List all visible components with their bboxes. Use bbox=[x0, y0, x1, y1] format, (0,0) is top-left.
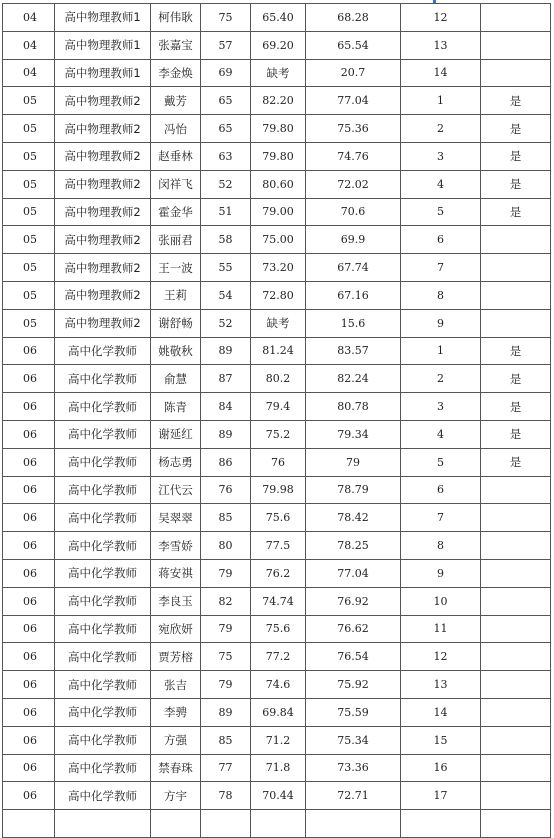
candidate-name-cell: 方宇 bbox=[151, 782, 201, 810]
written-score-cell: 79 bbox=[201, 615, 251, 643]
candidate-name-cell: 李骋 bbox=[151, 698, 201, 726]
total-score-cell: 69.9 bbox=[306, 226, 401, 254]
candidate-name-cell: 闵祥飞 bbox=[151, 170, 201, 198]
total-score-cell: 80.78 bbox=[306, 393, 401, 421]
rank-cell: 2 bbox=[401, 115, 481, 143]
advance-flag-cell bbox=[481, 31, 551, 59]
total-score-cell: 76.92 bbox=[306, 587, 401, 615]
candidate-name-cell: 王一波 bbox=[151, 254, 201, 282]
post-code-cell: 04 bbox=[3, 59, 55, 87]
rank-cell: 14 bbox=[401, 698, 481, 726]
position-name-cell: 高中物理教师2 bbox=[55, 309, 151, 337]
candidate-name-cell: 戴芳 bbox=[151, 87, 201, 115]
table-row bbox=[3, 31, 551, 59]
total-score-cell: 77.04 bbox=[306, 87, 401, 115]
rank-cell: 13 bbox=[401, 31, 481, 59]
written-score-cell: 78 bbox=[201, 782, 251, 810]
position-name-cell: 高中物理教师1 bbox=[55, 59, 151, 87]
rank-cell: 7 bbox=[401, 504, 481, 532]
total-score-cell: 79 bbox=[306, 448, 401, 476]
interview-score-cell: 77.5 bbox=[251, 532, 306, 560]
advance-flag-cell bbox=[481, 698, 551, 726]
candidate-name-cell: 霍金华 bbox=[151, 198, 201, 226]
total-score-cell: 78.79 bbox=[306, 476, 401, 504]
rank-cell: 5 bbox=[401, 448, 481, 476]
advance-flag-cell bbox=[481, 226, 551, 254]
position-name-cell: 高中化学教师 bbox=[55, 532, 151, 560]
post-code-cell: 05 bbox=[3, 198, 55, 226]
table-row bbox=[3, 476, 551, 504]
candidate-name-cell: 张嘉宝 bbox=[151, 31, 201, 59]
written-score-cell: 75 bbox=[201, 643, 251, 671]
total-score-cell: 78.42 bbox=[306, 504, 401, 532]
position-name-cell: 高中化学教师 bbox=[55, 615, 151, 643]
post-code-cell: 05 bbox=[3, 142, 55, 170]
advance-flag-cell bbox=[481, 587, 551, 615]
candidate-name-cell: 吴翠翠 bbox=[151, 504, 201, 532]
rank-cell: 11 bbox=[401, 615, 481, 643]
advance-flag-cell bbox=[481, 309, 551, 337]
table-row bbox=[3, 587, 551, 615]
interview-score-cell: 74.74 bbox=[251, 587, 306, 615]
table-row bbox=[3, 337, 551, 365]
interview-score-cell: 70.44 bbox=[251, 782, 306, 810]
interview-score-cell: 80.60 bbox=[251, 170, 306, 198]
post-code-cell: 06 bbox=[3, 393, 55, 421]
post-code-cell: 06 bbox=[3, 504, 55, 532]
interview-score-cell: 缺考 bbox=[251, 309, 306, 337]
position-name-cell: 高中化学教师 bbox=[55, 726, 151, 754]
candidate-name-cell: 张吉 bbox=[151, 671, 201, 699]
post-code-cell: 06 bbox=[3, 365, 55, 393]
position-name-cell: 高中化学教师 bbox=[55, 671, 151, 699]
candidate-name-cell: 李良玉 bbox=[151, 587, 201, 615]
interview-score-cell: 69.84 bbox=[251, 698, 306, 726]
total-score-cell: 67.16 bbox=[306, 281, 401, 309]
total-score-cell: 75.34 bbox=[306, 726, 401, 754]
candidate-name-cell: 李雪娇 bbox=[151, 532, 201, 560]
rank-cell: 9 bbox=[401, 559, 481, 587]
advance-flag-cell bbox=[481, 59, 551, 87]
table-row bbox=[3, 4, 551, 32]
candidate-name-cell: 冯怡 bbox=[151, 115, 201, 143]
written-score-cell: 86 bbox=[201, 448, 251, 476]
table-body bbox=[3, 4, 551, 838]
rank-cell: 12 bbox=[401, 643, 481, 671]
candidate-name-cell: 贾芳榕 bbox=[151, 643, 201, 671]
written-score-cell: 54 bbox=[201, 281, 251, 309]
advance-flag-cell: 是 bbox=[481, 115, 551, 143]
rank-cell: 6 bbox=[401, 226, 481, 254]
table-row bbox=[3, 142, 551, 170]
total-score-cell: 77.04 bbox=[306, 559, 401, 587]
total-score-cell: 73.36 bbox=[306, 754, 401, 782]
post-code-cell: 05 bbox=[3, 254, 55, 282]
table-row bbox=[3, 309, 551, 337]
total-score-cell: 65.54 bbox=[306, 31, 401, 59]
table-row bbox=[3, 226, 551, 254]
candidate-name-cell: 王莉 bbox=[151, 281, 201, 309]
table-row bbox=[3, 532, 551, 560]
written-score-cell: 79 bbox=[201, 671, 251, 699]
position-name-cell: 高中化学教师 bbox=[55, 504, 151, 532]
table-row bbox=[3, 643, 551, 671]
candidate-name-cell: 杨志勇 bbox=[151, 448, 201, 476]
written-score-cell: 57 bbox=[201, 31, 251, 59]
position-name-cell: 高中物理教师2 bbox=[55, 115, 151, 143]
written-score-cell: 82 bbox=[201, 587, 251, 615]
advance-flag-cell: 是 bbox=[481, 198, 551, 226]
interview-score-cell: 缺考 bbox=[251, 59, 306, 87]
results-table bbox=[2, 3, 551, 838]
written-score-cell: 58 bbox=[201, 226, 251, 254]
advance-flag-cell: 是 bbox=[481, 365, 551, 393]
interview-score-cell: 76 bbox=[251, 448, 306, 476]
interview-score-cell: 79.4 bbox=[251, 393, 306, 421]
written-score-cell: 87 bbox=[201, 365, 251, 393]
interview-score-cell: 79.80 bbox=[251, 115, 306, 143]
advance-flag-cell bbox=[481, 643, 551, 671]
position-name-cell: 高中化学教师 bbox=[55, 587, 151, 615]
post-code-cell: 04 bbox=[3, 31, 55, 59]
total-score-cell: 74.76 bbox=[306, 142, 401, 170]
candidate-name-cell: 方强 bbox=[151, 726, 201, 754]
total-score-cell: 68.28 bbox=[306, 4, 401, 32]
written-score-cell: 65 bbox=[201, 115, 251, 143]
post-code-cell: 06 bbox=[3, 532, 55, 560]
post-code-cell: 05 bbox=[3, 87, 55, 115]
advance-flag-cell bbox=[481, 726, 551, 754]
advance-flag-cell: 是 bbox=[481, 393, 551, 421]
table-row bbox=[3, 782, 551, 810]
written-score-cell: 84 bbox=[201, 393, 251, 421]
rank-cell: 16 bbox=[401, 754, 481, 782]
interview-score-cell: 79.00 bbox=[251, 198, 306, 226]
position-name-cell: 高中物理教师2 bbox=[55, 87, 151, 115]
table-row bbox=[3, 59, 551, 87]
candidate-name-cell: 李金焕 bbox=[151, 59, 201, 87]
advance-flag-cell: 是 bbox=[481, 420, 551, 448]
post-code-cell: 06 bbox=[3, 476, 55, 504]
table-row bbox=[3, 365, 551, 393]
written-score-cell: 52 bbox=[201, 309, 251, 337]
position-name-cell: 高中物理教师1 bbox=[55, 31, 151, 59]
candidate-name-cell: 宛欣妍 bbox=[151, 615, 201, 643]
post-code-cell: 05 bbox=[3, 281, 55, 309]
advance-flag-cell bbox=[481, 4, 551, 32]
table-row bbox=[3, 281, 551, 309]
position-name-cell: 高中化学教师 bbox=[55, 393, 151, 421]
written-score-cell: 69 bbox=[201, 59, 251, 87]
position-name-cell: 高中化学教师 bbox=[55, 754, 151, 782]
total-score-cell: 20.7 bbox=[306, 59, 401, 87]
position-name-cell: 高中物理教师2 bbox=[55, 281, 151, 309]
interview-score-cell: 79.98 bbox=[251, 476, 306, 504]
written-score-cell: 89 bbox=[201, 698, 251, 726]
total-score-cell: 83.57 bbox=[306, 337, 401, 365]
total-score-cell: 78.25 bbox=[306, 532, 401, 560]
rank-cell: 14 bbox=[401, 59, 481, 87]
candidate-name-cell: 谢舒畅 bbox=[151, 309, 201, 337]
post-code-cell: 04 bbox=[3, 4, 55, 32]
total-score-cell: 75.92 bbox=[306, 671, 401, 699]
written-score-cell: 89 bbox=[201, 337, 251, 365]
written-score-cell: 52 bbox=[201, 170, 251, 198]
post-code-cell: 06 bbox=[3, 587, 55, 615]
table-row bbox=[3, 754, 551, 782]
candidate-name-cell: 俞慧 bbox=[151, 365, 201, 393]
advance-flag-cell bbox=[481, 615, 551, 643]
interview-score-cell: 76.2 bbox=[251, 559, 306, 587]
candidate-name-cell: 姚敬秋 bbox=[151, 337, 201, 365]
rank-cell: 1 bbox=[401, 337, 481, 365]
table-row bbox=[3, 170, 551, 198]
written-score-cell: 77 bbox=[201, 754, 251, 782]
candidate-name-cell: 张丽君 bbox=[151, 226, 201, 254]
post-code-cell: 06 bbox=[3, 559, 55, 587]
candidate-name-cell: 江代云 bbox=[151, 476, 201, 504]
rank-cell: 5 bbox=[401, 198, 481, 226]
position-name-cell: 高中化学教师 bbox=[55, 365, 151, 393]
position-name-cell: 高中物理教师2 bbox=[55, 142, 151, 170]
advance-flag-cell bbox=[481, 254, 551, 282]
written-score-cell: 80 bbox=[201, 532, 251, 560]
written-score-cell: 63 bbox=[201, 142, 251, 170]
rank-cell: 7 bbox=[401, 254, 481, 282]
post-code-cell: 06 bbox=[3, 643, 55, 671]
advance-flag-cell: 是 bbox=[481, 142, 551, 170]
table-row bbox=[3, 393, 551, 421]
rank-cell: 15 bbox=[401, 726, 481, 754]
total-score-cell: 70.6 bbox=[306, 198, 401, 226]
interview-score-cell: 82.20 bbox=[251, 87, 306, 115]
candidate-name-cell: 禁春珠 bbox=[151, 754, 201, 782]
rank-cell: 8 bbox=[401, 532, 481, 560]
advance-flag-cell bbox=[481, 281, 551, 309]
candidate-name-cell: 谢延红 bbox=[151, 420, 201, 448]
table-row bbox=[3, 671, 551, 699]
rank-cell: 6 bbox=[401, 476, 481, 504]
total-score-cell: 79.34 bbox=[306, 420, 401, 448]
written-score-cell: 65 bbox=[201, 87, 251, 115]
position-name-cell: 高中化学教师 bbox=[55, 698, 151, 726]
interview-score-cell: 80.2 bbox=[251, 365, 306, 393]
advance-flag-cell bbox=[481, 476, 551, 504]
post-code-cell: 06 bbox=[3, 782, 55, 810]
rank-cell: 3 bbox=[401, 142, 481, 170]
post-code-cell: 06 bbox=[3, 615, 55, 643]
total-score-cell: 76.62 bbox=[306, 615, 401, 643]
candidate-name-cell: 蒋安祺 bbox=[151, 559, 201, 587]
post-code-cell: 06 bbox=[3, 754, 55, 782]
post-code-cell: 05 bbox=[3, 309, 55, 337]
written-score-cell: 79 bbox=[201, 559, 251, 587]
rank-cell: 4 bbox=[401, 170, 481, 198]
interview-score-cell: 69.20 bbox=[251, 31, 306, 59]
rank-cell: 9 bbox=[401, 309, 481, 337]
written-score-cell: 75 bbox=[201, 4, 251, 32]
total-score-cell: 67.74 bbox=[306, 254, 401, 282]
advance-flag-cell: 是 bbox=[481, 448, 551, 476]
position-name-cell: 高中物理教师2 bbox=[55, 254, 151, 282]
written-score-cell: 89 bbox=[201, 420, 251, 448]
post-code-cell: 05 bbox=[3, 226, 55, 254]
post-code-cell: 06 bbox=[3, 337, 55, 365]
interview-score-cell: 77.2 bbox=[251, 643, 306, 671]
interview-score-cell: 73.20 bbox=[251, 254, 306, 282]
position-name-cell: 高中物理教师2 bbox=[55, 198, 151, 226]
post-code-cell: 05 bbox=[3, 170, 55, 198]
total-score-cell: 72.02 bbox=[306, 170, 401, 198]
total-score-cell: 82.24 bbox=[306, 365, 401, 393]
position-name-cell: 高中物理教师2 bbox=[55, 226, 151, 254]
interview-score-cell: 79.80 bbox=[251, 142, 306, 170]
interview-score-cell: 75.00 bbox=[251, 226, 306, 254]
interview-score-cell: 65.40 bbox=[251, 4, 306, 32]
total-score-cell: 72.71 bbox=[306, 782, 401, 810]
post-code-cell: 06 bbox=[3, 698, 55, 726]
interview-score-cell: 75.2 bbox=[251, 420, 306, 448]
table-row bbox=[3, 504, 551, 532]
candidate-name-cell: 陈青 bbox=[151, 393, 201, 421]
advance-flag-cell bbox=[481, 754, 551, 782]
position-name-cell: 高中化学教师 bbox=[55, 643, 151, 671]
post-code-cell: 06 bbox=[3, 726, 55, 754]
position-name-cell: 高中化学教师 bbox=[55, 559, 151, 587]
rank-cell: 2 bbox=[401, 365, 481, 393]
position-name-cell: 高中物理教师2 bbox=[55, 170, 151, 198]
interview-score-cell: 74.6 bbox=[251, 671, 306, 699]
table-row bbox=[3, 615, 551, 643]
advance-flag-cell: 是 bbox=[481, 170, 551, 198]
position-name-cell: 高中化学教师 bbox=[55, 448, 151, 476]
advance-flag-cell bbox=[481, 782, 551, 810]
rank-cell: 1 bbox=[401, 87, 481, 115]
post-code-cell: 06 bbox=[3, 671, 55, 699]
rank-cell: 12 bbox=[401, 4, 481, 32]
written-score-cell: 76 bbox=[201, 476, 251, 504]
position-name-cell: 高中化学教师 bbox=[55, 420, 151, 448]
total-score-cell: 75.59 bbox=[306, 698, 401, 726]
written-score-cell: 85 bbox=[201, 726, 251, 754]
written-score-cell: 51 bbox=[201, 198, 251, 226]
post-code-cell: 06 bbox=[3, 420, 55, 448]
table-row bbox=[3, 115, 551, 143]
total-score-cell: 75.36 bbox=[306, 115, 401, 143]
post-code-cell: 06 bbox=[3, 448, 55, 476]
total-score-cell: 15.6 bbox=[306, 309, 401, 337]
advance-flag-cell bbox=[481, 532, 551, 560]
rank-cell: 17 bbox=[401, 782, 481, 810]
rank-cell: 3 bbox=[401, 393, 481, 421]
table-row bbox=[3, 448, 551, 476]
table-row bbox=[3, 420, 551, 448]
interview-score-cell: 75.6 bbox=[251, 504, 306, 532]
candidate-name-cell: 柯伟耿 bbox=[151, 4, 201, 32]
table-row bbox=[3, 254, 551, 282]
rank-cell: 8 bbox=[401, 281, 481, 309]
interview-score-cell: 71.8 bbox=[251, 754, 306, 782]
position-name-cell: 高中化学教师 bbox=[55, 476, 151, 504]
table-row bbox=[3, 87, 551, 115]
advance-flag-cell bbox=[481, 504, 551, 532]
rank-cell: 13 bbox=[401, 671, 481, 699]
interview-score-cell: 71.2 bbox=[251, 726, 306, 754]
position-name-cell: 高中物理教师1 bbox=[55, 4, 151, 32]
interview-score-cell: 81.24 bbox=[251, 337, 306, 365]
table-row bbox=[3, 698, 551, 726]
rank-cell: 4 bbox=[401, 420, 481, 448]
position-name-cell: 高中化学教师 bbox=[55, 337, 151, 365]
candidate-name-cell: 赵垂林 bbox=[151, 142, 201, 170]
table-row bbox=[3, 559, 551, 587]
interview-score-cell: 75.6 bbox=[251, 615, 306, 643]
interview-score-cell: 72.80 bbox=[251, 281, 306, 309]
advance-flag-cell bbox=[481, 671, 551, 699]
post-code-cell: 05 bbox=[3, 115, 55, 143]
position-name-cell: 高中化学教师 bbox=[55, 782, 151, 810]
table-row bbox=[3, 198, 551, 226]
rank-cell: 10 bbox=[401, 587, 481, 615]
advance-flag-cell: 是 bbox=[481, 87, 551, 115]
advance-flag-cell: 是 bbox=[481, 337, 551, 365]
written-score-cell: 85 bbox=[201, 504, 251, 532]
total-score-cell: 76.54 bbox=[306, 643, 401, 671]
written-score-cell: 55 bbox=[201, 254, 251, 282]
advance-flag-cell bbox=[481, 559, 551, 587]
table-row bbox=[3, 726, 551, 754]
